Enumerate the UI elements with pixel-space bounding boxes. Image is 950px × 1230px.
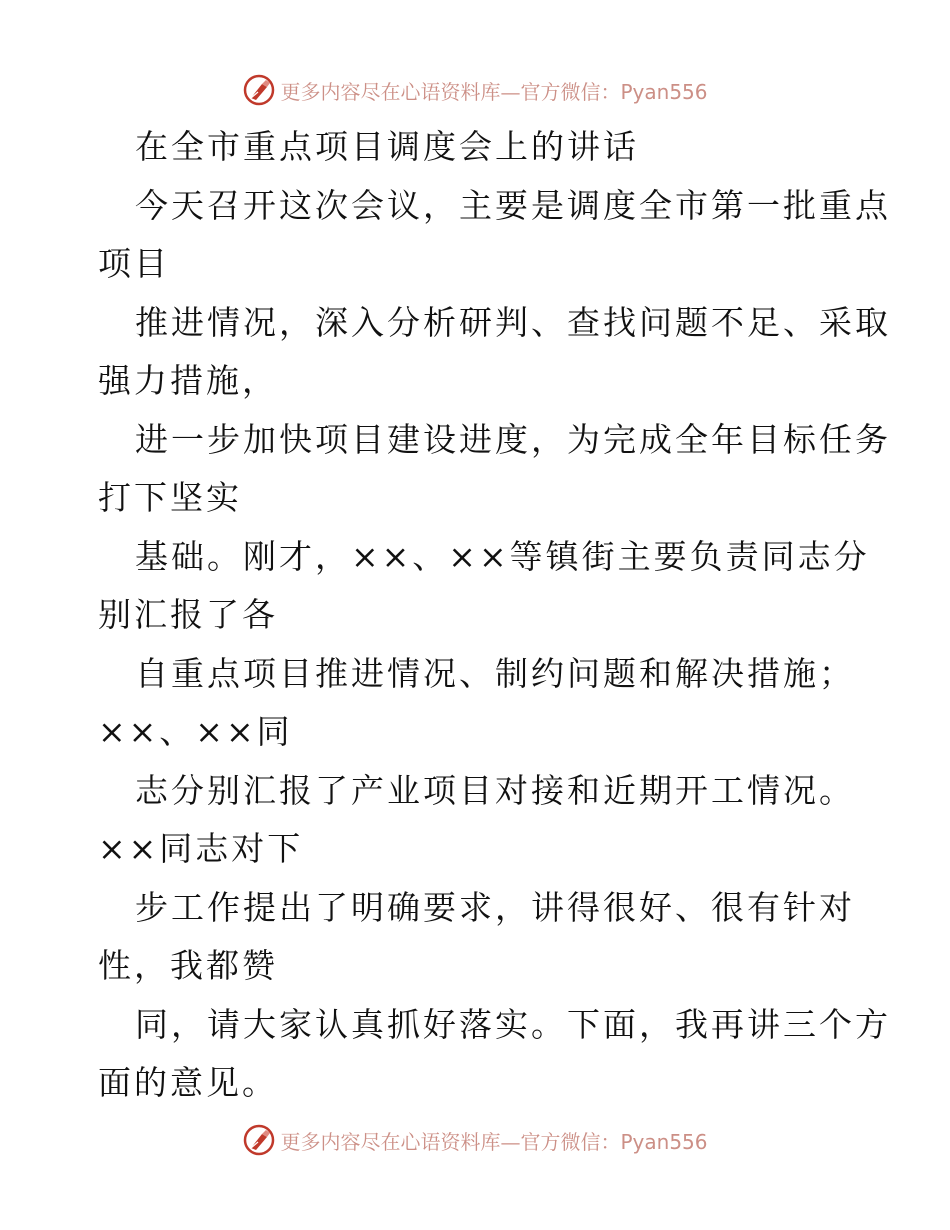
text-line: 同，请大家认真抓好落实。下面，我再讲三个方 xyxy=(135,1004,891,1044)
text-line: 志分别汇报了产业项目对接和近期开工情况。 xyxy=(135,770,855,810)
text-line: 今天召开这次会议，主要是调度全市第一批重点 xyxy=(135,185,891,225)
header-watermark xyxy=(0,68,950,112)
fountain-pen-nib-icon xyxy=(242,73,276,107)
paragraph xyxy=(98,294,891,411)
paragraph xyxy=(98,528,870,645)
text-line: 自重点项目推进情况、制约问题和解决措施； xyxy=(135,653,855,693)
paragraph xyxy=(98,996,891,1113)
text-line: 在全市重点项目调度会上的讲话 xyxy=(135,127,639,166)
document-body xyxy=(98,118,891,1113)
text-line-continuation: 强力措施， xyxy=(98,361,278,400)
watermark-text: 更多内容尽在心语资料库—官方微信：Pyan556 xyxy=(280,79,708,104)
text-line: 基础。刚才，××、××等镇街主要负责同志分 xyxy=(135,536,870,576)
paragraph xyxy=(98,879,858,996)
text-line: 进一步加快项目建设进度，为完成全年目标任务 xyxy=(135,419,891,459)
text-line: 步工作提出了明确要求，讲得很好、很有针对 xyxy=(135,887,855,927)
paragraph xyxy=(98,177,891,294)
paragraph xyxy=(98,411,891,528)
text-line-continuation: 性，我都赞 xyxy=(98,946,278,985)
text-line-continuation: ××、××同 xyxy=(98,712,293,751)
text-line-continuation: 项目 xyxy=(98,244,170,283)
footer-watermark xyxy=(0,1118,950,1162)
paragraph xyxy=(98,645,858,762)
watermark-text: 更多内容尽在心语资料库—官方微信：Pyan556 xyxy=(280,1129,708,1154)
text-line-continuation: 打下坚实 xyxy=(98,478,242,517)
fountain-pen-nib-icon xyxy=(242,1123,276,1157)
paragraph xyxy=(98,762,858,879)
text-line-continuation: ××同志对下 xyxy=(98,829,304,868)
text-line-continuation: 别汇报了各 xyxy=(98,595,278,634)
text-line: 推进情况，深入分析研判、查找问题不足、采取 xyxy=(135,302,891,342)
paragraph xyxy=(98,118,858,177)
text-line-continuation: 面的意见。 xyxy=(98,1063,278,1102)
